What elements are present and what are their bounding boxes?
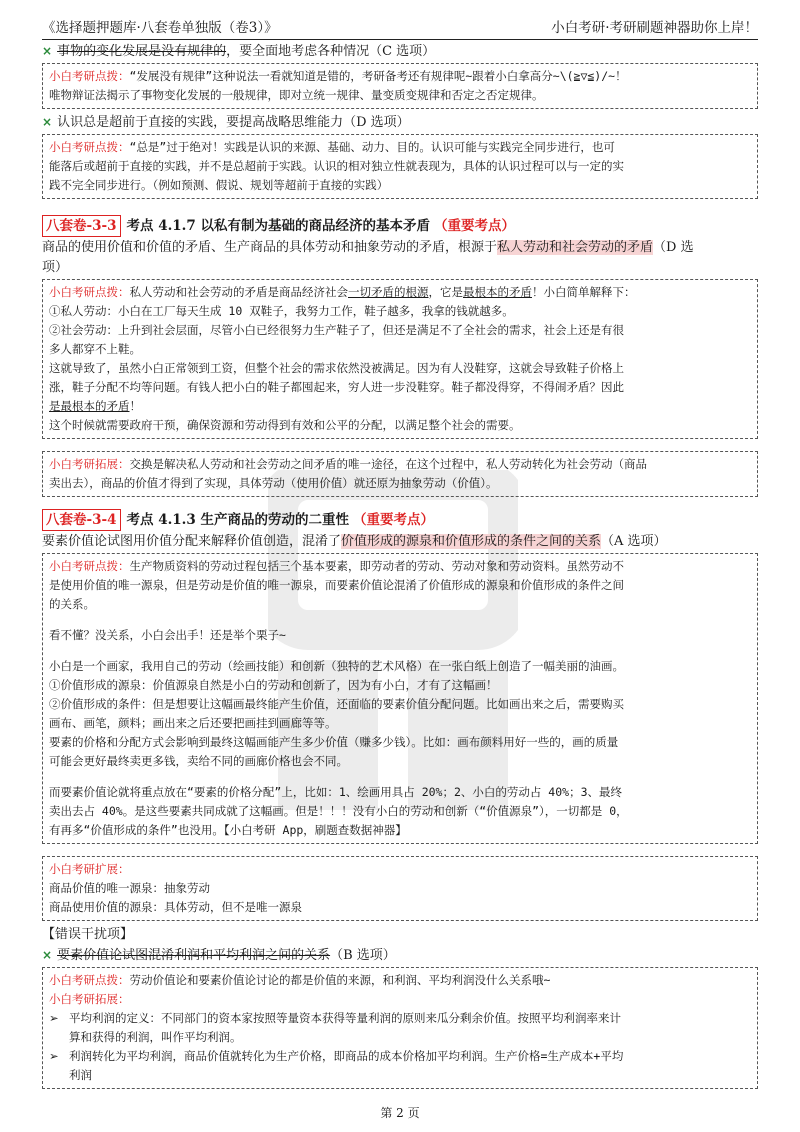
- exam-tag: 八套卷-3-3: [42, 215, 121, 237]
- tip-box: [42, 553, 758, 844]
- cross-icon: ×: [42, 44, 53, 58]
- section-title: 考点 4.1.7 以私有制为基础的商品经济的基本矛盾: [126, 218, 430, 234]
- section-answer: [42, 532, 758, 551]
- extension-box: [42, 856, 758, 921]
- arrow-bullet-icon: ➢: [49, 1049, 59, 1063]
- tip-label: 小白考研点拨：: [49, 973, 130, 987]
- answer-option: （A 选项）: [601, 534, 667, 549]
- extension-text: 交换是解决私人劳动和社会劳动之间矛盾的唯一途径，在这个过程中，私人劳动转化为社会劳动（商品: [129, 457, 647, 471]
- tip-underline: 一切矛盾的根源: [348, 285, 429, 299]
- tip-label: 小白考研点拨：: [49, 559, 130, 573]
- wrong-option-strike-text: 要素价值论试图混淆利润和平均利润之间的关系: [57, 948, 331, 963]
- header-slogan: 小白考研·考研刷题神器助你上岸！: [551, 20, 758, 36]
- extension-label: 小白考研拓展：: [49, 992, 130, 1006]
- tip-text: 涨，鞋子分配不均等问题。有钱人把小白的鞋子都囤起来，穷人进一步没鞋穿。鞋子都没得穿，不得闹矛盾？因此: [49, 380, 624, 394]
- answer-text: 要素价值论试图用价值分配来解释价值创造，混淆了: [42, 534, 342, 549]
- section-title: 考点 4.1.3 生产商品的劳动的二重性: [126, 512, 349, 528]
- extension-text: 商品价值的唯一源泉：抽象劳动: [49, 881, 210, 895]
- extension-label: 小白考研扩展：: [49, 862, 130, 876]
- tip-text: ！小白简单解释下：: [532, 285, 636, 299]
- page-header: [42, 10, 758, 40]
- header-book-title: 《选择题押题库·八套卷单独版（卷3）》: [42, 20, 278, 36]
- tip-box: [42, 279, 758, 439]
- tip-text: 唯物辩证法揭示了事物变化发展的一般规律，即对立统一规律、量变质变规律和否定之否定规律。: [49, 88, 544, 102]
- tip-label: 小白考研点拨：: [49, 69, 130, 83]
- tip-text: 私人劳动和社会劳动的矛盾是商品经济社会: [129, 285, 348, 299]
- list-item: [49, 1009, 751, 1047]
- tip-text: ②社会劳动：上升到社会层面，尽管小白已经很努力生产鞋子了，但还是满足不了全社会的需求，社会上还是有很: [49, 323, 624, 337]
- tip-text: 而要素价值论就将重点放在“要素的价格分配”上，比如：1、绘画用具占 20%；2、小白的劳动占 40%；3、最终: [49, 785, 623, 799]
- tip-text: ①价值形成的源泉：价值源泉自然是小白的劳动和创新了，因为有小白，才有了这幅画！: [49, 678, 498, 692]
- tip-text: ！: [129, 399, 141, 413]
- tip-text: 看不懂？没关系，小白会出手！还是举个栗子~: [49, 628, 286, 642]
- tip-text: 生产物质资料的劳动过程包括三个基本要素，即劳动者的劳动、劳动对象和劳动资料。虽然劳动不: [129, 559, 624, 573]
- tip-text: 多人都穿不上鞋。: [49, 342, 141, 356]
- answer-highlight: 价值形成的源泉和价值形成的条件之间的关系: [341, 534, 602, 549]
- wrong-option-d: [42, 113, 758, 132]
- wrong-option-text: （B 选项）: [330, 948, 396, 963]
- tip-box: [42, 134, 758, 199]
- tip-text: 是使用价值的唯一源泉，但是劳动是价值的唯一源泉，而要素价值论混淆了价值形成的源泉和价值形成的条件之间: [49, 578, 624, 592]
- answer-text: 商品的使用价值和价值的矛盾、生产商品的具体劳动和抽象劳动的矛盾，根源于: [42, 240, 498, 255]
- tip-text: 能落后或超前于直接的实践，并不是总超前于实践。认识的相对独立性就表现为，具体的认识过程可以与一定的实: [49, 159, 624, 173]
- tip-text: 这个时候就需要政府干预，确保资源和劳动得到有效和公平的分配，以满足整个社会的需要。: [49, 418, 521, 432]
- wrong-option-text: 认识总是超前于直接的实践，要提高战略思维能力（D 选项）: [57, 115, 410, 130]
- tip-text: 这就导致了，虽然小白正常领到工资，但整个社会的需求依然没被满足。因为有人没鞋穿，这就会导致鞋子价格上: [49, 361, 624, 375]
- important-badge: （重要考点）: [433, 218, 515, 234]
- wrong-option-text: ，要全面地考虑各种情况（C 选项）: [226, 44, 436, 59]
- tip-text: 卖出去占 40%。是这些要素共同成就了这幅画。但是！！！没有小白的劳动和创新（“价值源泉”），一切都是 0，: [49, 804, 628, 818]
- list-item-text: 利润转化为平均利润，商品价值就转化为生产价格，即商品的成本价格加平均利润。生产价格=生产成本+平均: [69, 1049, 624, 1063]
- tip-text: ①私人劳动：小白在工厂每天生成 10 双鞋子，我努力工作，鞋子越多，我拿的钱就越多。: [49, 304, 514, 318]
- tip-box: [42, 967, 758, 1089]
- tip-text: 要素的价格和分配方式会影响到最终这幅画能产生多少价值（赚多少钱）。比如：画布颜料用好一些的，画的质量: [49, 735, 619, 749]
- section-answer: [42, 238, 758, 257]
- tip-text: 可能会更好最终卖更多钱，卖给不同的画廊价格也会不同。: [49, 754, 348, 768]
- list-item-text: 利润: [69, 1068, 92, 1082]
- tip-text: 有再多“价值形成的条件”也没用。【小白考研 App，刷题查数据神器】: [49, 823, 407, 837]
- tip-label: 小白考研点拨：: [49, 140, 130, 154]
- exam-tag: 八套卷-3-4: [42, 509, 121, 531]
- tip-text: 践不完全同步进行。（例如预测、假说、规划等超前于直接的实践）: [49, 178, 389, 192]
- tip-text: ，它是: [428, 285, 463, 299]
- wrong-option-strike-text: 事物的变化发展是没有规律的: [57, 44, 227, 59]
- tip-text: ②价值形成的条件：但是想要让这幅画最终能产生价值，还面临的要素价值分配问题。比如画出来之后，需要购买: [49, 697, 624, 711]
- answer-option: （D 选: [653, 240, 694, 255]
- extension-text: 卖出去），商品的价值才得到了实现，具体劳动（使用价值）就还原为抽象劳动（价值）。: [49, 476, 498, 490]
- wrong-option-b: [42, 946, 758, 965]
- extension-label: 小白考研拓展：: [49, 457, 130, 471]
- list-item: [49, 1047, 751, 1085]
- answer-highlight: 私人劳动和社会劳动的矛盾: [497, 240, 654, 255]
- distractor-heading: 【错误干扰项】: [42, 927, 134, 942]
- tip-underline: 最根本的矛盾: [463, 285, 532, 299]
- extension-box: [42, 451, 758, 497]
- wrong-option-c: [42, 42, 758, 61]
- tip-text: 画布、画笔，颜料；画出来之后还要把画挂到画廊等等。: [49, 716, 337, 730]
- important-badge: （重要考点）: [352, 512, 434, 528]
- tip-text: 的关系。: [49, 597, 95, 611]
- answer-text: 项）: [42, 260, 69, 275]
- list-item-text: 平均利润的定义：不同部门的资本家按照等量资本获得等量利润的原则来瓜分剩余价值。按照平均利润率来计: [69, 1011, 621, 1025]
- list-item-text: 算和获得的利润，叫作平均利润。: [69, 1030, 242, 1044]
- arrow-bullet-icon: ➢: [49, 1011, 59, 1025]
- section-heading: [42, 509, 758, 531]
- tip-text: “总是”过于绝对！实践是认识的来源、基础、动力、目的。认识可能与实践完全同步进行，也可: [129, 140, 615, 154]
- cross-icon: ×: [42, 115, 53, 129]
- cross-icon: ×: [42, 948, 53, 962]
- tip-box: [42, 63, 758, 109]
- extension-text: 商品使用价值的源泉：具体劳动，但不是唯一源泉: [49, 900, 302, 914]
- tip-underline: 是最根本的矛盾: [49, 399, 130, 413]
- section-heading: [42, 215, 758, 237]
- tip-text: “发展没有规律”这种说法一看就知道是错的，考研备考还有规律呢~跟着小白拿高分~\(≧▽≦)/~！: [129, 69, 627, 83]
- page-number: 第 2 页: [380, 1106, 420, 1120]
- tip-text: 小白是一个画家，我用自己的劳动（绘画技能）和创新（独特的艺术风格）在一张白纸上创造了一幅美丽的油画。: [49, 659, 624, 673]
- tip-text: 劳动价值论和要素价值论讨论的都是价值的来源，和利润、平均利润没什么关系哦~: [129, 973, 551, 987]
- tip-label: 小白考研点拨：: [49, 285, 130, 299]
